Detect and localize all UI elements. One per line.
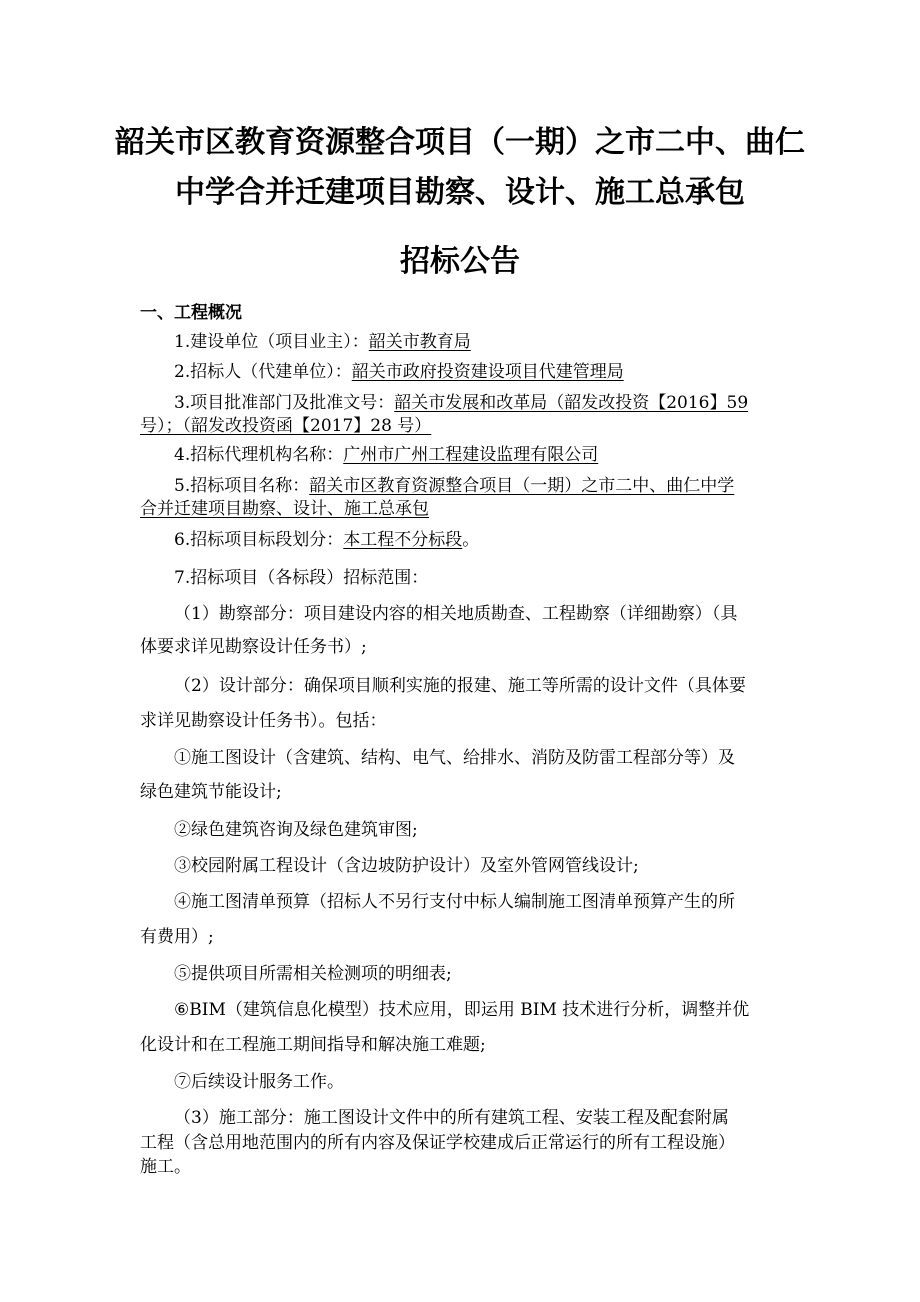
item-5-cont — [140, 497, 429, 521]
item-5-value-b: 合并迁建项目勘察、设计、施工总承包 — [140, 499, 429, 519]
item-2-label: 2.招标人（代建单位）： — [174, 362, 352, 382]
item-1 — [174, 330, 471, 354]
survey-part-line-2: 体要求详见勘察设计任务书）; — [140, 637, 367, 657]
design-item-6-line-1: ⑥BIM（建筑信息化模型）技术应用，即运用 BIM 技术进行分析，调整并优 — [174, 1000, 750, 1020]
item-3-cont — [140, 414, 431, 438]
design-item-5: ⑤提供项目所需相关检测项的明细表; — [174, 964, 452, 984]
item-1-label: 1.建设单位（项目业主）： — [174, 332, 369, 352]
design-item-4-line-1: ④施工图清单预算（招标人不另行支付中标人编制施工图清单预算产生的所 — [174, 892, 735, 912]
item-5-label: 5.招标项目名称： — [174, 476, 310, 496]
item-5-value-a: 韶关市区教育资源整合项目（一期）之市二中、曲仁中学 — [309, 476, 735, 496]
item-6-value: 本工程不分标段 — [343, 530, 463, 550]
item-1-value: 韶关市教育局 — [368, 332, 471, 352]
item-3-value-a: 韶关市发展和改革局（韶发改投资【2016】59 — [394, 393, 749, 413]
section-heading: 一、工程概况 — [140, 303, 242, 323]
item-2-value: 韶关市政府投资建设项目代建管理局 — [351, 362, 624, 382]
design-item-1-line-1: ①施工图设计（含建筑、结构、电气、给排水、消防及防雷工程部分等）及 — [174, 748, 735, 768]
title-line-1: 韶关市区教育资源整合项目（一期）之市二中、曲仁 — [115, 125, 805, 160]
item-3-value-b: 号）；（韶发改投资函【2017】28 号） — [140, 416, 432, 436]
item-6 — [174, 528, 479, 552]
design-part-line-2: 求详见勘察设计任务书）。包括： — [140, 711, 387, 731]
item-2 — [174, 360, 624, 384]
design-item-4-line-2: 有费用）; — [140, 927, 214, 947]
title-line-3: 招标公告 — [400, 244, 520, 279]
construction-part-line-2: 工程（含总用地范围内的所有内容及保证学校建成后正常运行的所有工程设施） — [140, 1133, 735, 1153]
item-4-value: 广州市广州工程建设监理有限公司 — [343, 445, 599, 465]
design-item-6-line-2: 化设计和在工程施工期间指导和解决施工难题; — [140, 1035, 486, 1055]
design-item-2: ②绿色建筑咨询及绿色建筑审图; — [174, 820, 418, 840]
design-item-3: ③校园附属工程设计（含边坡防护设计）及室外管网管线设计; — [174, 856, 639, 876]
item-4 — [174, 443, 598, 467]
item-4-label: 4.招标代理机构名称： — [174, 445, 344, 465]
item-3 — [174, 391, 748, 415]
item-5 — [174, 474, 734, 498]
item-7: 7.招标项目（各标段）招标范围： — [174, 568, 429, 588]
design-part-line-1: （2）设计部分：确保项目顺利实施的报建、施工等所需的设计文件（具体要 — [174, 676, 746, 696]
item-6-label: 6.招标项目标段划分： — [174, 530, 344, 550]
survey-part-line-1: （1）勘察部分：项目建设内容的相关地质勘查、工程勘察（详细勘察）（具 — [174, 604, 738, 624]
design-item-1-line-2: 绿色建筑节能设计; — [140, 782, 282, 802]
item-3-label: 3.项目批准部门及批准文号： — [174, 393, 395, 413]
design-item-7: ⑦后续设计服务工作。 — [174, 1072, 344, 1092]
construction-part-line-1: （3）施工部分：施工图设计文件中的所有建筑工程、安装工程及配套附属 — [174, 1108, 729, 1128]
construction-part-line-3: 施工。 — [140, 1157, 191, 1177]
item-6-suffix: 。 — [462, 530, 480, 550]
title-line-2: 中学合并迁建项目勘察、设计、施工总承包 — [175, 175, 745, 210]
